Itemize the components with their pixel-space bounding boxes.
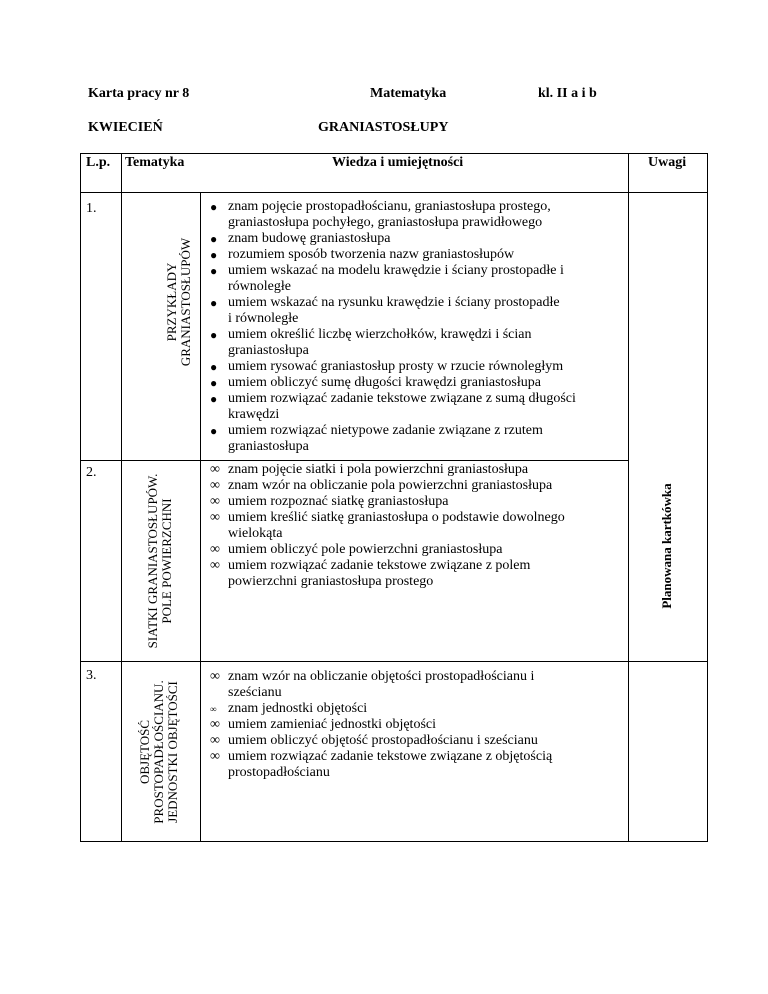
list-item [210, 462, 625, 478]
bullet-icon: ● [210, 248, 218, 262]
item-text: umiem obliczyć pole powierzchni graniastosłupa [228, 542, 503, 557]
skills-list [210, 199, 625, 455]
topic-line: OBJĘTOŚĆ [137, 719, 152, 785]
infinity-icon: ∞ [210, 510, 220, 525]
card-number: Karta pracy nr 8 [88, 86, 190, 101]
infinity-icon: ∞ [210, 542, 220, 557]
list-item [210, 542, 625, 558]
item-text: umiem obliczyć sumę długości krawędzi graniastosłupa [228, 375, 541, 390]
bullet-icon: ● [210, 376, 218, 390]
infinity-icon: ∞ [210, 717, 220, 732]
item-text: znam pojęcie siatki i pola powierzchni graniastosłupa [228, 462, 529, 477]
row-number: 1. [86, 201, 97, 216]
item-text: znam jednostki objętości [228, 701, 368, 716]
class-label: kl. II a i b [538, 86, 597, 101]
infinity-icon: ∞ [210, 704, 217, 714]
list-item [210, 717, 625, 733]
item-text: umiem wskazać na rysunku krawędzie i ściany prostopadłe i równoległe [228, 295, 560, 326]
item-text: umiem rysować graniastosłup prosty w rzucie równoległym [228, 359, 564, 374]
bullet-icon: ● [210, 296, 218, 310]
topic-line: PRZYKŁADY [164, 262, 179, 342]
infinity-icon: ∞ [210, 558, 220, 573]
page-title: GRANIASTOSŁUPY [318, 120, 449, 135]
bullet-icon: ● [210, 232, 218, 246]
bullet-icon: ● [210, 328, 218, 342]
note-planned-quiz: Planowana kartkówka [659, 483, 674, 609]
bullet-icon: ● [210, 392, 218, 406]
item-text: rozumiem sposób tworzenia nazw graniastosłupów [228, 247, 515, 262]
item-text: umiem zamieniać jednostki objętości [228, 717, 436, 732]
row-number: 3. [86, 668, 97, 683]
list-item [210, 231, 625, 247]
skills-list [210, 669, 625, 781]
row-topic [138, 667, 180, 837]
topic-line: GRANIASTOSŁUPÓW [178, 237, 193, 367]
row-topic [165, 197, 193, 407]
item-text: umiem rozwiązać zadanie tekstowe związane z polem powierzchni graniastosłupa prostego [228, 558, 531, 589]
column-header-lp: L.p. [86, 155, 111, 170]
month: KWIECIEŃ [88, 120, 163, 135]
row-number: 2. [86, 465, 97, 480]
subject: Matematyka [370, 86, 447, 101]
infinity-icon: ∞ [210, 478, 220, 493]
item-text: umiem kreślić siatkę graniastosłupa o podstawie dowolnego wielokąta [228, 510, 565, 541]
list-item [210, 199, 625, 231]
list-item [210, 327, 625, 359]
list-item [210, 295, 625, 327]
item-text: znam budowę graniastosłupa [228, 231, 391, 246]
row-topic [146, 461, 174, 661]
list-item [210, 423, 625, 455]
item-text: umiem rozwiązać nietypowe zadanie związane z rzutem graniastosłupa [228, 423, 543, 454]
item-text: umiem wskazać na modelu krawędzie i ściany prostopadłe i równoległe [228, 263, 564, 294]
bullet-icon: ● [210, 264, 218, 278]
item-text: znam wzór na obliczanie pola powierzchni graniastosłupa [228, 478, 553, 493]
infinity-icon: ∞ [210, 494, 220, 509]
item-text: znam pojęcie prostopadłościanu, graniastosłupa prostego, graniastosłupa pochyłego, graniastosłupa prawidłowego [228, 199, 551, 230]
list-item [210, 701, 625, 717]
topic-line: POLE POWIERZCHNI [159, 498, 174, 624]
list-item [210, 510, 625, 542]
list-item [210, 733, 625, 749]
list-item [210, 263, 625, 295]
column-header-skills: Wiedza i umiejętności [332, 155, 464, 170]
topic-line: JEDNOSTKI OBJĘTOŚCI [165, 681, 180, 823]
infinity-icon: ∞ [210, 749, 220, 764]
bullet-icon: ● [210, 424, 218, 438]
column-header-topic: Tematyka [125, 155, 185, 170]
topic-line: SIATKI GRANIASTOSŁUPÓW. [145, 473, 160, 649]
list-item [210, 247, 625, 263]
list-item [210, 391, 625, 423]
infinity-icon: ∞ [210, 462, 220, 477]
item-text: umiem rozwiązać zadanie tekstowe związane z objętością prostopadłościanu [228, 749, 553, 780]
list-item [210, 494, 625, 510]
bullet-icon: ● [210, 360, 218, 374]
list-item [210, 558, 625, 590]
list-item [210, 749, 625, 781]
item-text: znam wzór na obliczanie objętości prostopadłościanu i sześcianu [228, 669, 535, 700]
item-text: umiem rozpoznać siatkę graniastosłupa [228, 494, 449, 509]
list-item [210, 375, 625, 391]
column-header-notes: Uwagi [648, 155, 687, 170]
list-item [210, 478, 625, 494]
skills-list [210, 462, 625, 590]
skills-table [80, 153, 708, 842]
topic-line: PROSTOPADŁOŚCIANU. [151, 680, 166, 824]
list-item [210, 669, 625, 701]
list-item [210, 359, 625, 375]
bullet-icon: ● [210, 200, 218, 214]
infinity-icon: ∞ [210, 669, 220, 684]
item-text: umiem obliczyć objętość prostopadłościanu i sześcianu [228, 733, 538, 748]
item-text: umiem określić liczbę wierzchołków, krawędzi i ścian graniastosłupa [228, 327, 532, 358]
infinity-icon: ∞ [210, 733, 220, 748]
item-text: umiem rozwiązać zadanie tekstowe związane z sumą długości krawędzi [228, 391, 576, 422]
